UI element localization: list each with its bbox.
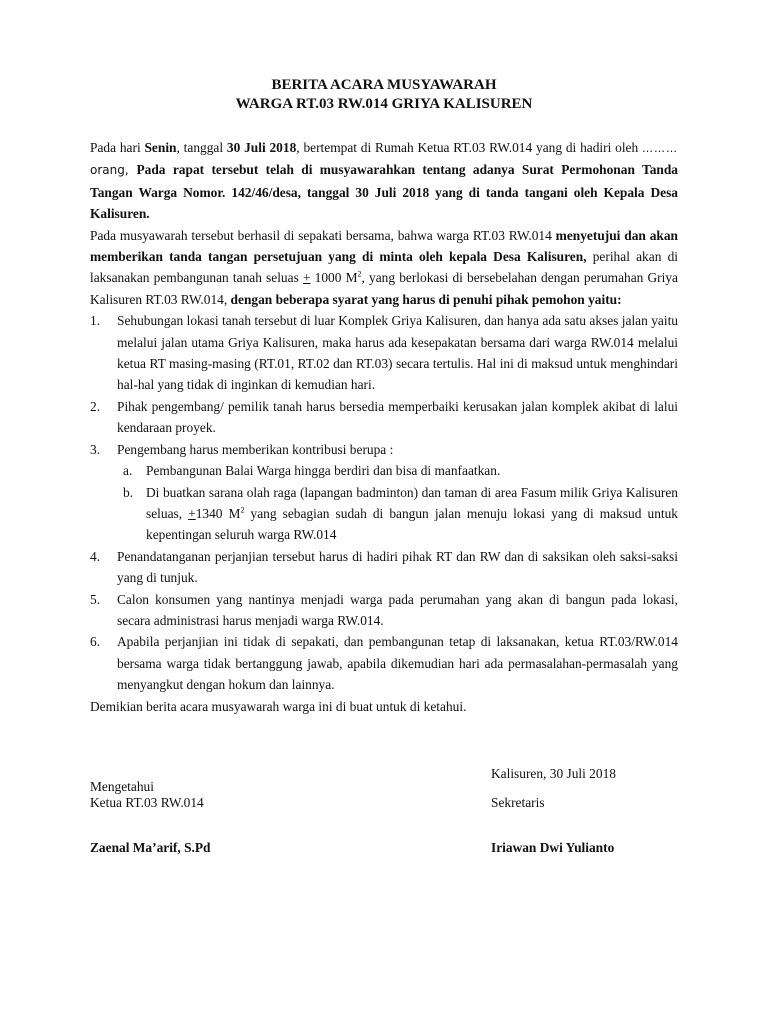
attendee-count-blank: ……… (642, 142, 679, 155)
list-number: 1. (90, 313, 101, 329)
intro-bold-text: Pada rapat tersebut telah di musyawarahkan tentang adanya Surat Permohonan Tanda Tangan Warga Nomor. 142/46/desa, tanggal 30 Juli 2018 yang di tanda tangani oleh Kepala Desa Kalisuren. (90, 162, 678, 222)
list-item (90, 631, 678, 695)
sublist-item (117, 460, 678, 481)
acknowledger-label (90, 779, 204, 811)
plus-minus-sign: + (188, 505, 196, 521)
list-item (90, 310, 678, 396)
sublist-item-text: yang sebagian sudah di bangun jalan menuju lokasi yang di maksud untuk kepentingan seluruh warga RW.014 (146, 505, 678, 543)
area-superscript: 2 (357, 269, 362, 279)
plus-minus-sign: + (302, 270, 311, 286)
list-number: 6. (90, 634, 101, 650)
list-item-text: Sehubungan lokasi tanah tersebut di luar Komplek Griya Kalisuren, dan hanya ada satu akses jalan yaitu melalui jalan utama Griya Kalisuren, maka harus ada kesepakatan bersama dari warga RW.014 melalui ketua RT masing-masing (RT.01, RT.02 dan RT.03) secara tertulis. Hal ini di maksud untuk menghindari hal-hal yang tidak di inginkan di kemudian hari. (117, 313, 678, 393)
agreement-text: Pada musyawarah tersebut berhasil di sepakati bersama, bahwa warga RT.03 RW.014 (90, 227, 556, 243)
intro-text: , tanggal (176, 140, 227, 155)
land-area: 1000 M (310, 270, 358, 286)
intro-text: , bertempat di Rumah Ketua RT.03 RW.014 yang di hadiri oleh (296, 140, 639, 155)
sublist-item-text: Di buatkan sarana olah raga (lapangan badminton) dan taman di area Fasum milik Griya Kalisuren seluas, (146, 484, 678, 521)
agreement-text: , yang berlokasi di bersebelahan dengan perumahan Griya Kalisuren RT.03 RW.014, (90, 270, 679, 307)
sublist-item-text: Pembangunan Balai Warga hingga berdiri dan bisa di manfaatkan. (146, 463, 501, 479)
rt-chair-name: Zaenal Ma’arif, S.Pd (90, 840, 211, 855)
title-line-1: BERITA ACARA MUSYAWARAH (271, 77, 497, 93)
facility-area: 1340 M (195, 505, 241, 521)
list-item-text: Pengembang harus memberikan kontribusi berupa : (117, 441, 394, 457)
agreement-bold-text: dengan beberapa syarat yang harus di penuhi pihak pemohon yaitu: (230, 291, 622, 307)
sublist-letter: b. (123, 484, 134, 500)
list-item-text: Pihak pengembang/ pemilik tanah harus bersedia memperbaiki kerusakan jalan komplek akibat di lalui kendaraan proyek. (117, 398, 678, 436)
list-item (90, 396, 678, 439)
conditions-list (90, 310, 678, 695)
secretary-name: Iriawan Dwi Yulianto (491, 840, 615, 855)
agreement-bold-text: menyetujui dan akan memberikan tanda tangan persetujuan yang di minta oleh kepala Desa Kalisuren, (90, 227, 678, 265)
list-item-text: Apabila perjanjian ini tidak di sepakati, dan pembangunan tetap di laksanakan, ketua RT.03/RW.014 bersama warga tidak bertanggung jawab, apabila dikemudian hari ada permasalahan-permasalah yang menyangkut dengan hokum dan lainnya. (117, 634, 678, 693)
document-title (90, 76, 678, 114)
closing-statement: Demikian berita acara musyawarah warga ini di buat untuk di ketahui. (90, 698, 467, 714)
contribution-sublist (117, 460, 678, 546)
list-number: 5. (90, 591, 101, 607)
title-line-2: WARGA RT.03 RW.014 GRIYA KALISUREN (235, 96, 533, 112)
list-item (90, 546, 678, 589)
sublist-letter: a. (123, 463, 133, 479)
intro-text: orang, (90, 163, 137, 178)
document-body (90, 76, 678, 717)
acknowledge-label: Mengetahui (90, 779, 154, 794)
agreement-paragraph (90, 225, 678, 311)
intro-text: Pada hari (90, 140, 145, 155)
list-item (90, 589, 678, 632)
meeting-date: 30 Juli 2018 (226, 140, 297, 155)
area-superscript: 2 (240, 505, 245, 515)
place-date: Kalisuren, 30 Juli 2018 (491, 766, 616, 781)
meeting-day: Senin (144, 140, 177, 155)
agreement-text: perihal akan di laksanakan pembangunan tanah seluas (90, 249, 678, 286)
list-item-text: Penandatanganan perjanjian tersebut harus di hadiri pihak RT dan RW dan di saksikan oleh saksi-saksi yang di tunjuk. (117, 548, 678, 586)
sublist-item (117, 482, 678, 546)
list-item-text: Calon konsumen yang nantinya menjadi warga pada perumahan yang akan di bangun pada lokasi, secara administrasi harus menjadi warga RW.014. (117, 591, 678, 628)
list-number: 3. (90, 441, 101, 457)
list-number: 4. (90, 548, 101, 564)
signature-block (90, 763, 678, 863)
secretary-label: Sekretaris (491, 795, 545, 810)
rt-chair-label: Ketua RT.03 RW.014 (90, 795, 204, 810)
list-item (90, 439, 678, 546)
intro-paragraph (90, 137, 678, 225)
list-number: 2. (90, 398, 101, 414)
